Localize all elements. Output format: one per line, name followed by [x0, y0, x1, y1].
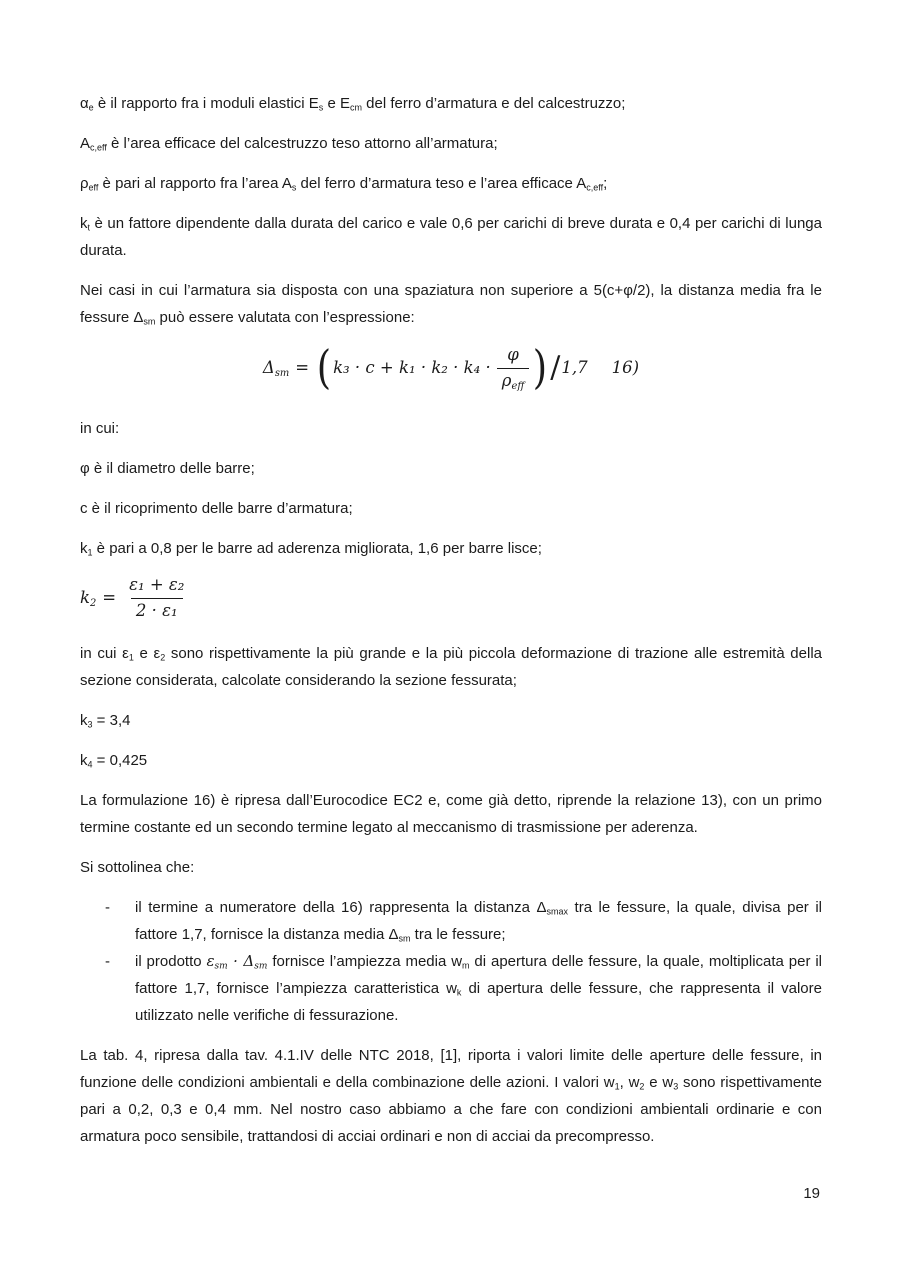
paragraph-formulazione: La formulazione 16) è ripresa dall’Eurocodice EC2 e, come già detto, riprende la relazione 13), con un primo termine costante ed un secondo termine legato al meccanismo di trasmissione per aderenza. — [80, 791, 822, 836]
bullet-dash: - — [105, 898, 110, 916]
formula-lhs-subscript: sm — [274, 367, 290, 379]
open-paren: ( — [316, 340, 332, 395]
paragraph-alpha-e-definition: $\alpha_e$ è il rapporto fra i moduli elastici $E_s$ e $E_{cm}$ del ferro d’armatura e del calcestruzzo; — [80, 95, 626, 113]
fraction-phi-rho-eff — [497, 345, 530, 391]
fraction-numerator: φ — [507, 345, 519, 364]
bullet-text: il prodotto $\varepsilon_{sm} \cdot \Delta_{sm}$ fornisce l’ampiezza media $w_m$ di apertura delle fessure, la quale, moltiplicata per il fattore 1,7, fornisce l’ampiezza caratteristica $w_k$ di apertura delle fessure, che rappresenta il valore utilizzato nelle verifiche di fessurazione. — [135, 951, 823, 1024]
close-paren: ) — [533, 340, 548, 395]
document-content — [80, 90, 822, 1163]
paragraph-rho-eff-definition: $\rho_{eff}$ è pari al rapporto fra l’area $A_s$ del ferro d’armatura teso e l’area efficace $A_{c,eff}$; — [80, 175, 608, 193]
bullet-item-distanza — [80, 894, 822, 948]
formula-k2 — [80, 575, 822, 621]
paragraph-k3-value: $k_3 = 3,4$ — [80, 711, 131, 730]
bullet-list — [80, 894, 822, 1029]
equals-sign: = — [102, 588, 117, 608]
formula-lhs-base: k — [80, 588, 90, 608]
paragraph-eps-definition: in cui $\varepsilon_1$ e $\varepsilon_2$ sono rispettivamente la più grande e la più piccola deformazione di trazione alle estremità della sezione considerata, calcolate considerando la sezione fessurata; — [80, 644, 822, 689]
fraction-denominator — [497, 368, 530, 392]
paragraph-tab4: La tab. 4, ripresa dalla tav. 4.1.IV delle NTC 2018, [1], riporta i valori limite delle aperture delle fessure, in funzione delle condizioni ambientali e della combinazione delle azioni. I valori $w_1$, $w_2$ e $w_3$ sono rispettivamente pari a 0,2, 0,3 e 0,4 mm. Nel nostro caso abbiamo a che fare con condizioni ambientali ordinarie e con armatura poco sensibile, trattandosi di acciai ordinari e non di acciai da precompresso. — [80, 1046, 823, 1145]
paragraph-sottolinea: Si sottolinea che: — [80, 858, 195, 876]
fraction-numerator: ε₁ + ε₂ — [129, 575, 185, 595]
formula-lhs-subscript: 2 — [90, 598, 97, 610]
formula-lhs — [80, 588, 96, 609]
formula-terms: k₃ · c + k₁ · k₂ · k₄ · — [333, 357, 491, 377]
paragraph-kt-definition: $k_t$ è un fattore dipendente dalla durata del carico e vale 0,6 per carichi di breve durata e 0,4 per carichi di lunga durata. — [80, 215, 822, 259]
denominator-subscript: eff — [511, 380, 525, 392]
divide-slash: / — [550, 350, 561, 386]
equals-sign: = — [295, 357, 310, 377]
paragraph-c-definition: c è il ricoprimento delle barre d’armatura; — [80, 500, 353, 518]
paragraph-ac-eff-definition: $A_{c,eff}$ è l’area efficace del calcestruzzo teso attorno all’armatura; — [80, 135, 498, 153]
bullet-dash: - — [105, 952, 110, 970]
denominator-base: ρ — [501, 370, 512, 390]
paragraph-spaziatura: Nei casi in cui l’armatura sia disposta con una spaziatura non superiore a 5(c+φ/2), la distanza media fra le fessure $\Delta_{sm}$ può essere valutata con l’espressione: — [80, 282, 822, 327]
paragraph-phi-definition: φ è il diametro delle barre; — [80, 460, 255, 478]
bullet-item-prodotto — [80, 948, 822, 1029]
divisor-value: 1,7 — [561, 357, 588, 377]
equation-number: 16) — [611, 357, 640, 377]
formula-lhs-base: Δ — [262, 357, 275, 377]
fraction-denominator: 2 · ε₁ — [131, 598, 183, 622]
paragraph-in-cui: in cui: — [80, 420, 120, 438]
bullet-text: il termine a numeratore della 16) rappresenta la distanza $\Delta_{smax}$ tra le fessure, la quale, divisa per il fattore 1,7, fornisce la distanza media $\Delta_{sm}$ tra le fessure; — [135, 898, 822, 944]
paragraph-k4-value: $k_4 = 0,425$ — [80, 751, 148, 770]
paragraph-k1-definition: $k_1$ è pari a 0,8 per le barre ad aderenza migliorata, 1,6 per barre lisce; — [80, 540, 542, 558]
formula-lhs — [263, 358, 289, 379]
formula-delta-sm — [80, 340, 822, 395]
fraction-eps — [124, 575, 189, 621]
page-number: 19 — [803, 1185, 820, 1202]
